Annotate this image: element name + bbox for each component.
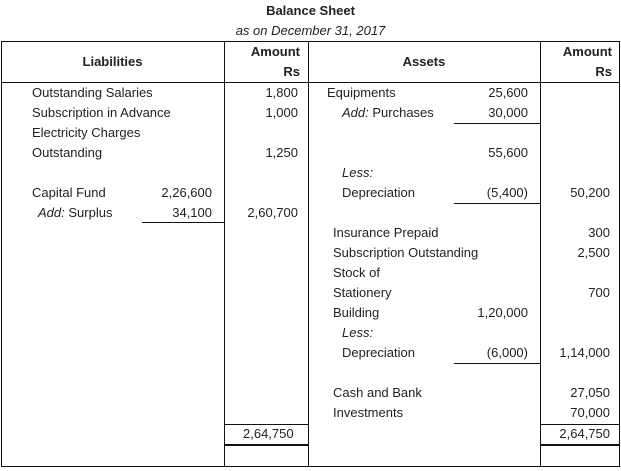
underline (142, 222, 224, 223)
liability-label: Outstanding (32, 145, 103, 160)
asset-label: Stock of (333, 265, 380, 280)
asset-amount: 50,200 (570, 185, 610, 200)
liability-inner-amount: 34,100 (172, 205, 212, 220)
liability-label: Subscription in Advance (32, 105, 171, 120)
liability-amount: 1,800 (265, 85, 298, 100)
asset-amount: 300 (588, 225, 610, 240)
asset-inner-amount: 30,000 (488, 105, 528, 120)
asset-inner-amount: 55,600 (488, 145, 528, 160)
asset-label: Subscription Outstanding (333, 245, 479, 260)
asset-amount: 27,050 (570, 385, 610, 400)
liability-amount: 1,000 (265, 105, 298, 120)
header-divider (1, 82, 620, 83)
header-amount-right: Amount (562, 44, 612, 59)
assets-total: 2,64,750 (559, 426, 610, 441)
header-liabilities: Liabilities (82, 54, 143, 69)
title: Balance Sheet (266, 3, 355, 18)
purchases-label: Purchases (368, 105, 434, 120)
total-line-top (224, 424, 308, 425)
asset-inner-amount: (6,000) (486, 345, 528, 360)
less-label: Less: (342, 325, 374, 340)
liabilities-total: 2,64,750 (243, 426, 294, 441)
asset-label: Building (333, 305, 380, 320)
add-prefix: Add: (342, 105, 369, 120)
asset-amount: 2,500 (577, 245, 610, 260)
underline (454, 363, 540, 364)
liability-label: Outstanding Salaries (32, 85, 153, 100)
add-prefix: Add: (38, 205, 65, 220)
total-double-line (540, 444, 620, 446)
header-rs-right: Rs (595, 64, 612, 79)
asset-inner-amount: 1,20,000 (477, 305, 528, 320)
col-divider (308, 41, 309, 466)
surplus-label: Surplus (64, 205, 113, 220)
underline (454, 203, 540, 204)
header-amount-left: Amount (250, 44, 300, 59)
asset-inner-amount: (5,400) (486, 185, 528, 200)
liability-amount: 2,60,700 (247, 205, 298, 220)
asset-inner-amount: 25,600 (488, 85, 528, 100)
asset-label: Depreciation (342, 185, 415, 200)
liability-label: Capital Fund (32, 185, 106, 200)
total-line-top (540, 424, 620, 425)
asset-label: Depreciation (342, 345, 415, 360)
underline (454, 123, 540, 124)
asset-amount: 1,14,000 (559, 345, 610, 360)
header-assets: Assets (402, 54, 446, 69)
subtitle: as on December 31, 2017 (235, 23, 386, 38)
asset-label (342, 105, 434, 121)
liability-amount: 1,250 (265, 145, 298, 160)
asset-label: Stationery (333, 285, 392, 300)
asset-label: Investments (333, 405, 404, 420)
less-label: Less: (342, 165, 374, 180)
asset-amount: 70,000 (570, 405, 610, 420)
asset-label: Insurance Prepaid (333, 225, 439, 240)
liability-label (38, 205, 112, 221)
asset-amount: 700 (588, 285, 610, 300)
header-rs-left: Rs (283, 64, 300, 79)
asset-label: Cash and Bank (333, 385, 422, 400)
liability-inner-amount: 2,26,600 (161, 185, 212, 200)
asset-label: Equipments (327, 85, 396, 100)
total-double-line (224, 444, 308, 446)
liability-label: Electricity Charges (32, 125, 141, 140)
